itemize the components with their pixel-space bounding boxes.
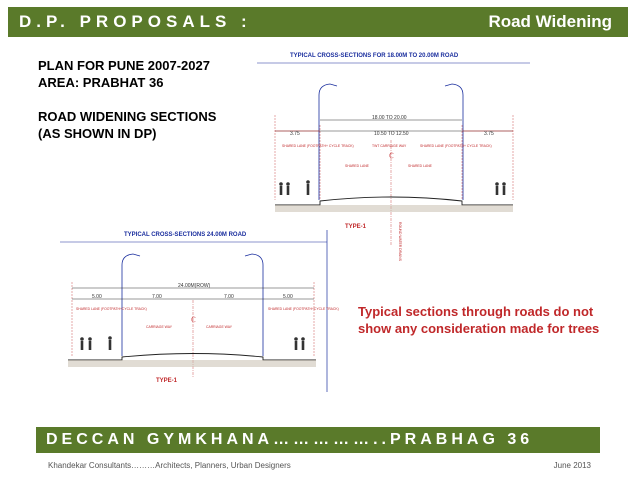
header-right-title: Road Widening (488, 12, 612, 31)
header-title: D.P. PROPOSALS : (19, 12, 252, 31)
section1-shared-right: SHARED LANE (408, 164, 432, 168)
footer-date: June 2013 (553, 461, 591, 470)
plan-line-1: PLAN FOR PUNE 2007-2027 (38, 58, 210, 73)
section2-title: TYPICAL CROSS-SECTIONS 24.00M ROAD (124, 232, 247, 238)
section2-dim-total: 24.00M(ROW) (178, 283, 211, 289)
section2-dim-b: 7.00 (152, 294, 162, 300)
svg-text:ℂ: ℂ (191, 317, 196, 324)
section1-dim-left: 3.75 (290, 131, 300, 137)
section1-title: TYPICAL CROSS-SECTIONS FOR 18.00M TO 20.00M ROAD (290, 53, 459, 59)
footer-bar (36, 427, 600, 453)
section1-lane-right: SHARED LANE (FOOTPATH+ CYCLE TRACK) (420, 144, 492, 148)
section1-vertical-note: ROUND WATER DRAINS (398, 222, 402, 261)
footer-credit: Khandekar Consultants………Architects, Planners, Urban Designers (48, 461, 291, 470)
section2-lane-right: SHARED LANE (FOOTPATH+CYCLE TRACK) (268, 307, 339, 311)
section2-lane-left: SHARED LANE (FOOTPATH+CYCLE TRACK) (76, 307, 147, 311)
section1-carriage: TWT CARRIAGE WAY (372, 144, 407, 148)
section1-dim-right: 3.75 (484, 131, 494, 137)
section1-dim-total: 18.00 TO 20.00 (372, 115, 407, 121)
plan-line-3: ROAD WIDENING SECTIONS (38, 109, 217, 124)
section2-dim-a: 5.00 (92, 294, 102, 300)
section1-lane-left: SHARED LANE (FOOTPATH+ CYCLE TRACK) (282, 144, 354, 148)
note-text: Typical sections through roads do not show any consideration made for trees (358, 304, 600, 336)
section2-dim-d: 5.00 (283, 294, 293, 300)
section2-dim-c: 7.00 (224, 294, 234, 300)
footer-bar-title: DECCAN GYMKHANA……………..PRABHAG 36 (46, 431, 534, 448)
section2-carriage-left: CARRIAGE WAY (146, 325, 172, 329)
plan-line-4: (AS SHOWN IN DP) (38, 126, 157, 141)
section2-carriage-right: CARRIAGE WAY (206, 325, 232, 329)
section1-dim-inner: 10.50 TO 12.50 (374, 131, 409, 137)
section1-shared-left: SHARED LANE (345, 164, 369, 168)
section1-type: TYPE-1 (345, 224, 367, 230)
plan-line-2: AREA: PRABHAT 36 (38, 75, 164, 90)
svg-text:ℂ: ℂ (389, 153, 394, 160)
section2-type: TYPE-1 (156, 378, 178, 384)
